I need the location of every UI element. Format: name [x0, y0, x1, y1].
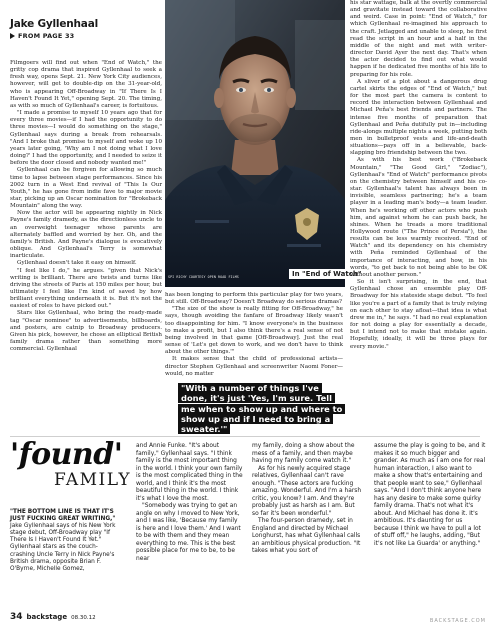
paragraph: It makes sense that the child of professional artists—director Stephen Gyllenhaal and screenwriter Naomi Foner—would, no matter	[165, 356, 343, 377]
paragraph: So it isn't surprising, in the end, that Gyllenhaal chose an ensemble play Off-Broadway for his stateside stage debut. "To feel like you're a part of a family that is truly relying on each other to stay afloat—that idea is what drew me in," he says. "I had no real explanation for not doing a play for essentially a decade, but I intend not to make that mistake again. Hopefully, ideally, it will be three plays for every movie."	[350, 279, 487, 350]
article-column-middle	[165, 292, 343, 378]
article-column-left	[10, 60, 162, 353]
page-number: 34	[10, 612, 23, 622]
sidebar-column-1	[136, 443, 243, 563]
paragraph: "The size of the show is really fitting for Off-Broadway," he says, though avoiding the fanfare of Broadway likely wasn't too disappointing for him. "I know everyone's in the business to make a profit, but I also think there's a real sense of not being involved in that game [Off-Broadway]. Just the real sense of 'Let's get down to work, and we don't have to think about the other things.'"	[165, 306, 343, 356]
paragraph: The four-person dramedy, set in England and directed by Michael Longhurst, has what Gyllenhaal calls an ambitious physical production. "It takes what you sort of	[252, 518, 361, 554]
sidebar-intro	[10, 509, 122, 573]
sidebar-column-3	[374, 443, 486, 548]
paragraph: "I made a promise to myself 10 years ago that for every three movies—if I had the opportunity to do three movies—I would do something on the stage," Gyllenhaal says during a break from rehearsals. "And I broke that promise to myself and woke up 10 years later going, 'Why am I not doing what I love doing?' I had the opportunity, and I needed to seize it before the door closed and nobody wanted me!"	[10, 110, 162, 167]
sidebar-headline: 'found'	[10, 437, 123, 472]
paragraph: assume the play is going to be, and it makes it so much bigger and grander. As much as I am one for real human interaction, I also want to make a show that's entertaining and that people want to see," Gyllenhaal says. "And I don't think anyone here has any desire to make some quirky family drama. That's not what it's about. And Michael has done it. It's ambitious. It's daunting for us because I think we have to pull a lot of stuff off," he laughs, adding, "But it's not like La Guarda' or anything."	[374, 443, 486, 547]
article-photo	[165, 0, 345, 287]
paragraph: "Somebody was trying to get an angle on why I moved to New York, and I was like, 'Because my family is here and I love them.' And I want to be with them and they mean everything to me. This is the best possible place for me to be, to be near	[136, 503, 241, 562]
footer-section: BACKSTAGE.COM	[429, 618, 486, 624]
paragraph: his star wattage, balk at the overtly commercial and gravitate instead toward the collaborative and weird. Case in point: "End of Watch," for which Gyllenhaal re-imagined his approach to the craft. Jetlagged and unable to sleep, he first read the script in an hour and a half in the middle of the night and met with writer-director David Ayer the next day. That's when the actor decided to find out what would happen if he dedicated five months of his life to preparing for his role.	[350, 0, 487, 78]
paragraph: As with his best work ("Brokeback Mountain," "The Good Girl," "Zodiac"), Gyllenhaal's "End of Watch" performance pivots on the chemistry between himself and his co-star. Gyllenhaal's talent has always been in invisible, seamless partnering; he's a team player in a leading man's body—a team leader. When he's working off other actors who push him, and against whom he can push back, he shines. When he treads a more traditional Hollywood route ("The Prince of Persia"), the results can be less warmly received. "End of Watch" and its dependency on his chemistry with Peña reminded Gyllenhaal of the importance of interacting, and how, in his words, "to get back to not being able to be OK without another person."	[350, 157, 487, 278]
paragraph: As for his newly acquired stage relatives, Gyllenhaal can't rave enough. "These actors are fucking amazing. Wonderful. And I'm a harsh critic, you know? I am. And they're probably just as harsh as I am. But so far it's been wonderful."	[252, 465, 362, 517]
paragraph: Gyllenhaal can be forgiven for allowing so much time to lapse between stage performances. Since his 2002 turn in a West End revival of "This Is Our Youth," he has gone from indie fave to major movie star, picking up an Oscar nomination for "Brokeback Mountain" along the way.	[10, 167, 162, 210]
pull-quote-text: "With a number of things I've done, it's just 'Yes, I'm sure. Tell me when to show up and where to show up and if I need to bring a sweater.'"	[178, 383, 345, 434]
paragraph: A sliver of a plot about a dangerous drug cartel skirts the edges of "End of Watch," but for the most part the camera is content to record the interaction between Gyllenhaal and Michael Peña's best friends and partners. The intense five months of preparation that Gyllenhaal and Peña dutifully put in—including ride-alongs multiple nights a week, putting both men in bulletproof vests and life-and-death situations—pays off in a believable, back-slapping bro friendship between the two.	[350, 78, 487, 157]
continued-from-label: FROM PAGE 33	[18, 32, 75, 40]
arrow-right-icon	[10, 33, 15, 39]
article-title: Jake Gyllenhaal	[10, 18, 98, 30]
photo-illustration	[165, 0, 345, 287]
paragraph: Stars like Gyllenhaal, who bring the ready-made tag "Oscar nominee" to advertisements, billboards, and posters, are catnip to Broadway producers. Given his pick, however, he chose an elliptical British family drama rather than something more commercial. Gyllenhaal	[10, 310, 162, 353]
sidebar-intro-bold: "THE BOTTOM LINE IS THAT IT'S JUST FUCKING GREAT WRITING,"	[10, 509, 116, 523]
paragraph: has been longing to perform this particular play for two years, but still. Off-Broadway? Doesn't Broadway do serious dramas?	[165, 292, 343, 306]
paragraph: Gyllenhaal doesn't take it easy on himself.	[17, 260, 137, 267]
paragraph: "I feel like I do," he argues. "given that Nick's writing is brilliant. There are twists and turns like driving the streets of Paris at 150 miles per hour, but ultimately I feel like I'm kind of saved by how brilliant everything underneath it is. But it's not the easiest of roles to have picked out."	[10, 267, 162, 310]
paragraph: Filmgoers will find out when "End of Watch," the gritty cop drama that inspired Gyllenhaal to seek a fresh way, opens Sept. 21. New York City audiences, however, will get to double-dip on the 31-year-old, who is appearing Off-Broadway in "If There Is I Haven't Found It Yet," opening Sept. 20. The timing, as with so much of Gyllenhaal's career, is fortuitous.	[10, 60, 162, 109]
continued-from	[10, 32, 74, 40]
paragraph: and Annie Funke. "It's about family," Gyllenhaal says. "I think family is the most important thing in the world. I think your own family is the most complicated thing in the world, and I think it's the most beautiful thing in the world. I think it's what I love the most.	[136, 443, 243, 502]
page-footer	[10, 612, 96, 622]
issue-date: 08.30.12	[71, 615, 96, 621]
photo-credit: SPI RICHY COURTESY OPEN ROAD FILMS	[168, 275, 239, 279]
sidebar-column-2	[252, 443, 362, 556]
publication-name: backstage	[26, 613, 68, 621]
paragraph: Now the actor will be appearing nightly in Nick Payne's family dramedy, as the directionless uncle to an overweight teenager whose parents are alternately baffled and worried by her. Oh, and the family's British. And Payne's dialogue is evocatively oblique. And Gyllenhaal's Terry is somewhat inarticulate.	[10, 210, 162, 260]
article-column-right	[350, 0, 487, 351]
sidebar-intro-text: Jake Gyllenhaal says of his New York stage debut, Off-Broadway play "If There Is I Haven't Found It Yet." Gyllenhaal stars as the couch-crashing Uncle Terry in Nick Payne's British drama, opposite Brian F. O'Byrne, Michelle Gomez,	[10, 523, 116, 572]
photo-caption: In "End of Watch"	[289, 269, 365, 279]
pull-quote	[178, 383, 344, 434]
paragraph: my family, doing a show about the mess of a family, and then maybe having my family come watch it."	[252, 443, 355, 464]
sidebar-headline-sub: FAMILY	[54, 470, 132, 490]
